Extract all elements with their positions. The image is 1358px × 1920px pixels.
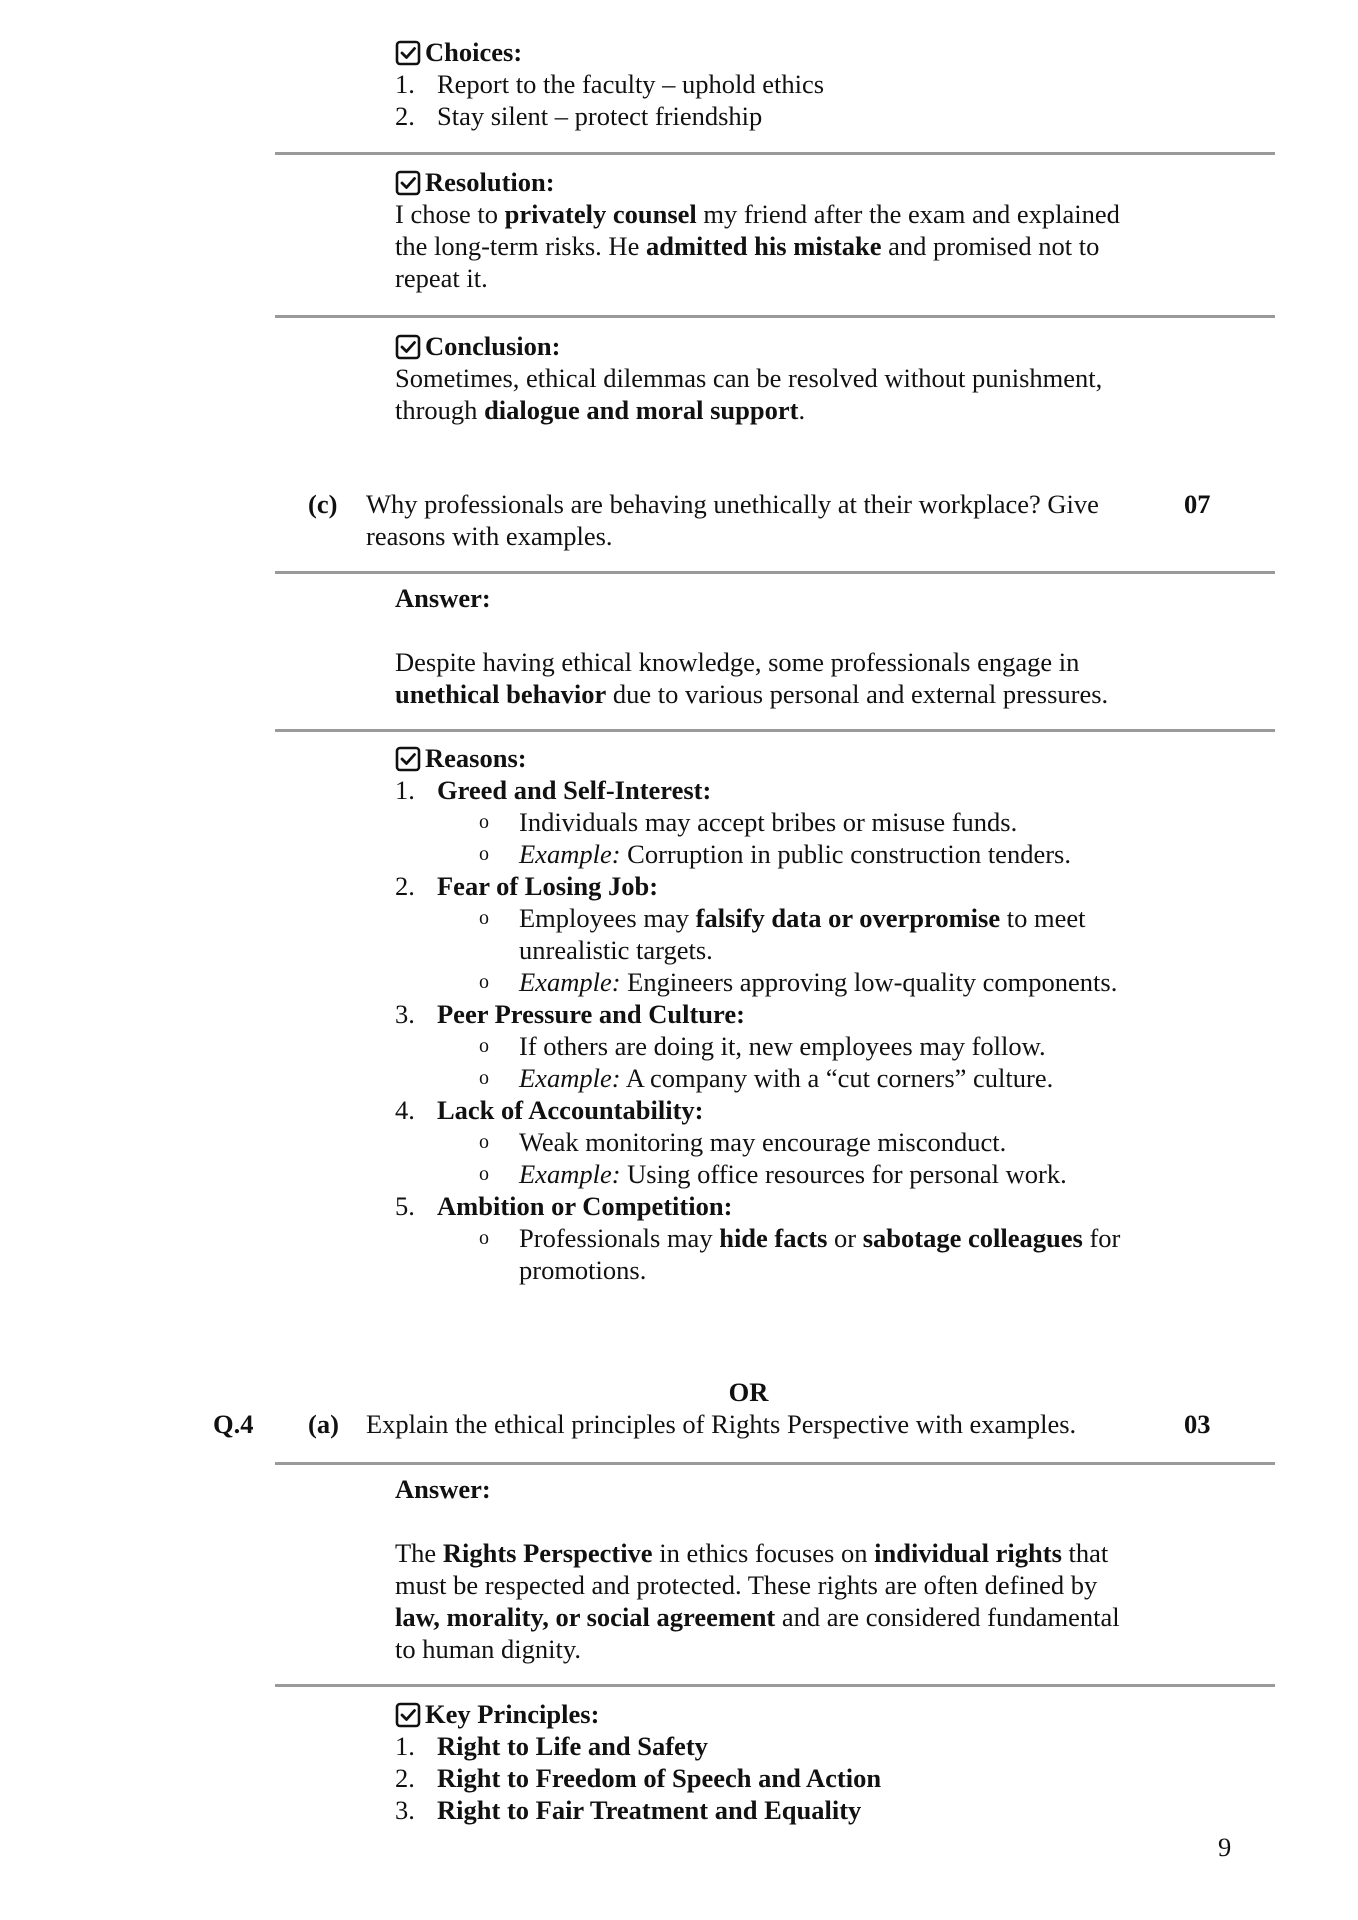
checkbox-checked-icon bbox=[395, 334, 421, 360]
divider bbox=[275, 1462, 1275, 1465]
sub-list-item: o Professionals may hide facts or sabotage colleagues for promotions. bbox=[479, 1223, 1121, 1285]
answer-section bbox=[395, 1473, 1195, 1665]
answer-text: law, morality, or social agreement and are considered fundamental bbox=[395, 1602, 1120, 1632]
sub-list-item: o Individuals may accept bribes or misuse funds. bbox=[479, 807, 1018, 837]
list-item: 3. Right to Fair Treatment and Equality bbox=[395, 1795, 862, 1825]
bullet-icon: o bbox=[479, 1035, 489, 1057]
sub-list-item: o Example: A company with a “cut corners” culture. bbox=[479, 1063, 1054, 1093]
conclusion-section bbox=[395, 330, 1195, 426]
conclusion-text: Sometimes, ethical dilemmas can be resolved without punishment, bbox=[395, 363, 1103, 393]
answer-label: Answer: bbox=[395, 1474, 491, 1504]
list-item: 4. Lack of Accountability: bbox=[395, 1095, 704, 1125]
bullet-icon: o bbox=[479, 907, 489, 929]
divider bbox=[275, 571, 1275, 574]
resolution-text: I chose to privately counsel my friend after the exam and explained bbox=[395, 199, 1120, 229]
list-item: 5. Ambition or Competition: bbox=[395, 1191, 733, 1221]
list-item: 3. Peer Pressure and Culture: bbox=[395, 999, 745, 1029]
conclusion-heading: Conclusion: bbox=[395, 330, 1195, 362]
divider bbox=[275, 152, 1275, 155]
divider bbox=[275, 1684, 1275, 1687]
resolution-section bbox=[395, 166, 1195, 294]
sub-list-item: o Example: Corruption in public construction tenders. bbox=[479, 839, 1071, 869]
answer-label: Answer: bbox=[395, 583, 491, 613]
answer-text: Despite having ethical knowledge, some professionals engage in bbox=[395, 647, 1080, 677]
resolution-text: repeat it. bbox=[395, 263, 488, 293]
sub-list-item: o Weak monitoring may encourage misconduct. bbox=[479, 1127, 1007, 1157]
list-item: 2. Stay silent – protect friendship bbox=[395, 101, 763, 131]
reasons-heading: Reasons: bbox=[395, 742, 1195, 774]
or-separator: OR bbox=[728, 1377, 769, 1407]
sub-list-item: o Example: Engineers approving low-quality components. bbox=[479, 967, 1118, 997]
question-marks: 07 bbox=[1184, 489, 1211, 519]
bullet-icon: o bbox=[479, 843, 489, 865]
list-item: 1. Greed and Self-Interest: bbox=[395, 775, 712, 805]
question-marks: 03 bbox=[1184, 1409, 1211, 1439]
bullet-icon: o bbox=[479, 1163, 489, 1185]
list-item: 1. Right to Life and Safety bbox=[395, 1731, 708, 1761]
sub-list-item: o Example: Using office resources for personal work. bbox=[479, 1159, 1067, 1189]
answer-text: to human dignity. bbox=[395, 1634, 581, 1664]
bullet-icon: o bbox=[479, 971, 489, 993]
bullet-icon: o bbox=[479, 811, 489, 833]
list-item: 2. Right to Freedom of Speech and Action bbox=[395, 1763, 882, 1793]
answer-section bbox=[395, 582, 1195, 710]
checkbox-checked-icon bbox=[395, 746, 421, 772]
choices-section bbox=[395, 36, 1195, 132]
page-number: 9 bbox=[1218, 1832, 1232, 1862]
checkbox-checked-icon bbox=[395, 170, 421, 196]
list-item: 2. Fear of Losing Job: bbox=[395, 871, 659, 901]
bullet-icon: o bbox=[479, 1131, 489, 1153]
resolution-heading: Resolution: bbox=[395, 166, 1195, 198]
answer-text: The Rights Perspective in ethics focuses on individual rights that bbox=[395, 1538, 1109, 1568]
key-principles-heading: Key Principles: bbox=[395, 1698, 1195, 1730]
conclusion-text: through dialogue and moral support. bbox=[395, 395, 806, 425]
checkbox-checked-icon bbox=[395, 40, 421, 66]
bullet-icon: o bbox=[479, 1227, 489, 1249]
key-principles-section bbox=[395, 1698, 1195, 1826]
question-label: (c) bbox=[308, 489, 338, 519]
sub-list-item: o If others are doing it, new employees may follow. bbox=[479, 1031, 1046, 1061]
divider bbox=[275, 729, 1275, 732]
answer-text: unethical behavior due to various personal and external pressures. bbox=[395, 679, 1109, 709]
list-item: 1. Report to the faculty – uphold ethics bbox=[395, 69, 825, 99]
question-label: (a) bbox=[308, 1409, 339, 1439]
checkbox-checked-icon bbox=[395, 1702, 421, 1728]
question-number: Q.4 bbox=[213, 1409, 254, 1439]
sub-list-item: o Employees may falsify data or overpromise to meet unrealistic targets. bbox=[479, 903, 1086, 965]
bullet-icon: o bbox=[479, 1067, 489, 1089]
question-text: Why professionals are behaving unethically at their workplace? Give reasons with examples. bbox=[366, 489, 1099, 551]
choices-heading: Choices: bbox=[395, 36, 1195, 68]
resolution-text: the long-term risks. He admitted his mistake and promised not to bbox=[395, 231, 1100, 261]
reasons-section bbox=[395, 742, 1195, 1286]
answer-text: must be respected and protected. These rights are often defined by bbox=[395, 1570, 1098, 1600]
question-text: Explain the ethical principles of Rights Perspective with examples. bbox=[366, 1409, 1077, 1439]
divider bbox=[275, 315, 1275, 318]
